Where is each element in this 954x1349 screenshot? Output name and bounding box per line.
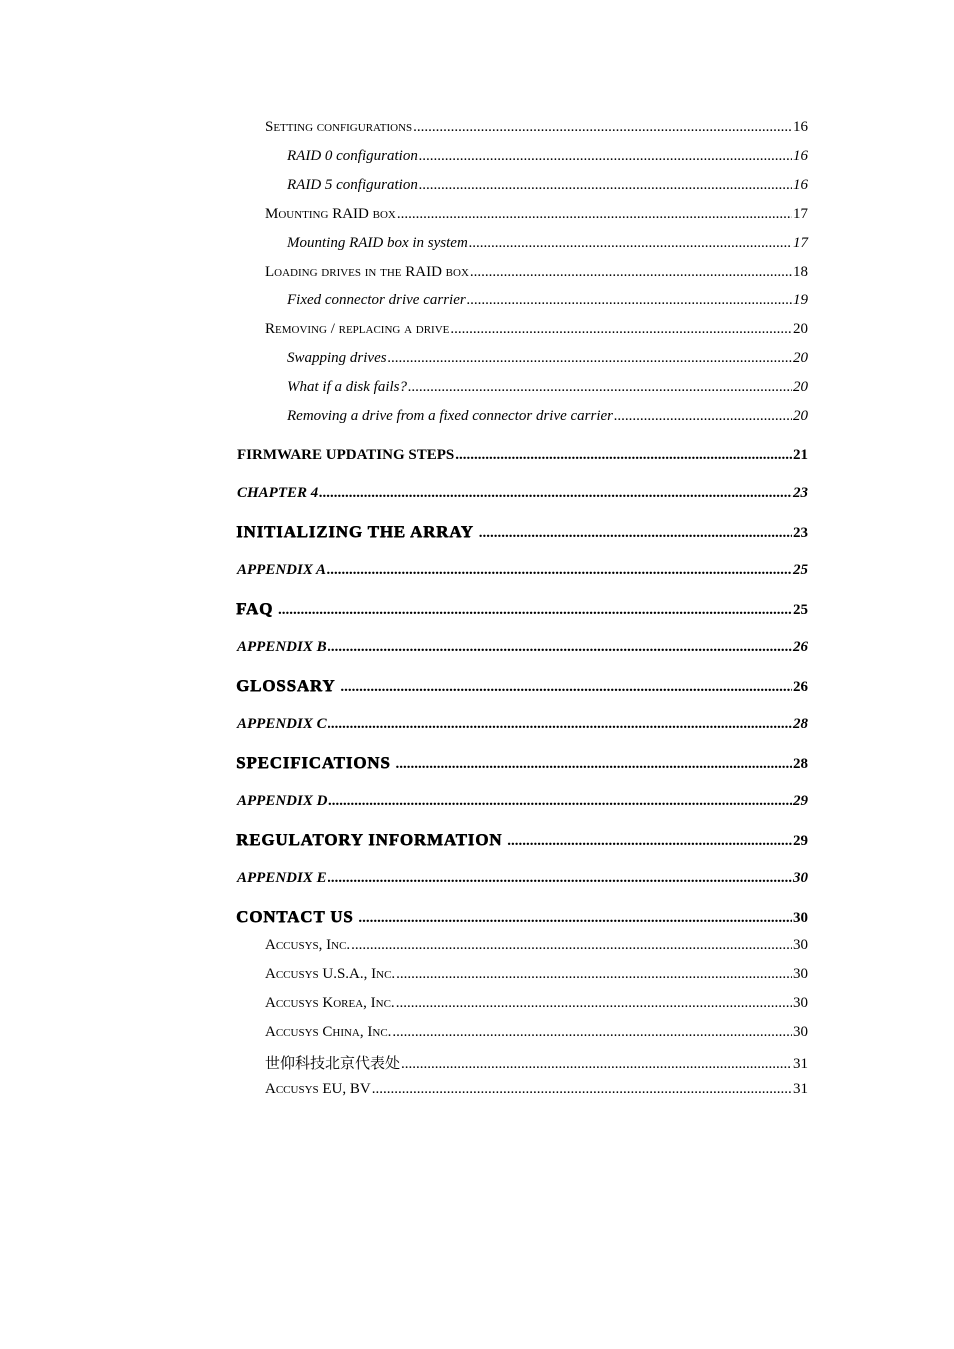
toc-leader-dots bbox=[614, 408, 792, 425]
toc-label: Accusys China, Inc. bbox=[265, 1024, 392, 1040]
toc-entry-swapping[interactable] bbox=[287, 350, 808, 367]
toc-page-number: 29 bbox=[793, 793, 808, 809]
toc-page-number: 17 bbox=[793, 206, 808, 222]
toc-entry-setting-configurations[interactable] bbox=[265, 119, 808, 136]
toc-label: APPENDIX A bbox=[237, 562, 327, 578]
toc-leader-dots bbox=[408, 379, 792, 396]
toc-label: FAQ bbox=[236, 599, 274, 618]
toc-leader-dots bbox=[469, 235, 792, 252]
toc-label: CHAPTER 4 bbox=[237, 485, 319, 501]
toc-page-number: 20 bbox=[793, 321, 808, 337]
toc-label: RAID 0 configuration bbox=[287, 148, 418, 164]
toc-entry-fixed-connector[interactable] bbox=[287, 292, 808, 309]
toc-label: What if a disk fails? bbox=[287, 379, 407, 395]
toc-label: Mounting RAID box bbox=[265, 206, 396, 222]
toc-label: SPECIFICATIONS bbox=[236, 753, 391, 772]
toc-entry-removing-replacing[interactable] bbox=[265, 321, 808, 338]
toc-entry-glossary[interactable] bbox=[236, 676, 808, 696]
toc-leader-dots bbox=[419, 148, 792, 165]
toc-entry-regulatory[interactable] bbox=[236, 830, 808, 850]
toc-leader-dots bbox=[392, 1024, 792, 1041]
toc-page-number: 30 bbox=[793, 995, 808, 1011]
toc-page-number: 31 bbox=[793, 1056, 808, 1072]
toc-label: INITIALIZING THE ARRAY bbox=[236, 522, 474, 541]
toc-page-number: 16 bbox=[793, 119, 808, 135]
toc-entry-initializing[interactable] bbox=[236, 522, 808, 542]
toc-page-number: 26 bbox=[793, 639, 808, 655]
toc-leader-dots bbox=[395, 756, 792, 773]
toc-page-number: 16 bbox=[793, 148, 808, 164]
toc-leader-dots bbox=[328, 793, 792, 810]
toc-leader-dots bbox=[396, 995, 792, 1012]
toc-page-number: 25 bbox=[793, 602, 808, 618]
toc-label: Accusys, Inc. bbox=[265, 937, 351, 953]
toc-page-number: 16 bbox=[793, 177, 808, 193]
toc-label: APPENDIX C bbox=[237, 716, 327, 732]
toc-label: Accusys U.S.A., Inc. bbox=[265, 966, 396, 982]
toc-page-number: 20 bbox=[793, 408, 808, 424]
toc-label: Accusys EU, BV bbox=[265, 1081, 371, 1097]
toc-leader-dots bbox=[328, 870, 792, 887]
toc-entry-specifications[interactable] bbox=[236, 753, 808, 773]
toc-label: FIRMWARE UPDATING STEPS bbox=[237, 447, 455, 463]
toc-label: APPENDIX E bbox=[237, 870, 327, 886]
toc-leader-dots bbox=[479, 525, 792, 542]
toc-page-number: 23 bbox=[793, 485, 808, 501]
toc-entry-beijing-office[interactable] bbox=[265, 1052, 808, 1073]
toc-entry-contact-us[interactable] bbox=[236, 907, 808, 927]
toc-entry-accusys-korea[interactable] bbox=[265, 995, 808, 1012]
toc-leader-dots bbox=[396, 966, 792, 983]
toc-page-number: 30 bbox=[793, 1024, 808, 1040]
toc-label: RAID 5 configuration bbox=[287, 177, 418, 193]
toc-leader-dots bbox=[397, 206, 792, 223]
toc-entry-appendix-d[interactable] bbox=[237, 793, 808, 810]
toc-entry-appendix-a[interactable] bbox=[237, 562, 808, 579]
toc-page-number: 20 bbox=[793, 350, 808, 366]
toc-leader-dots bbox=[340, 679, 792, 696]
toc-entry-faq[interactable] bbox=[236, 599, 808, 619]
toc-page-number: 26 bbox=[793, 679, 808, 695]
toc-leader-dots bbox=[507, 833, 792, 850]
toc-entry-chapter4[interactable] bbox=[237, 485, 808, 502]
toc-leader-dots bbox=[413, 119, 792, 136]
toc-label: APPENDIX D bbox=[237, 793, 328, 809]
toc-page-number: 29 bbox=[793, 833, 808, 849]
toc-label: Mounting RAID box in system bbox=[287, 235, 468, 251]
toc-page-number: 25 bbox=[793, 562, 808, 578]
toc-entry-mounting-raid-box[interactable] bbox=[265, 206, 808, 223]
toc-page-number: 30 bbox=[793, 937, 808, 953]
toc-page-number: 28 bbox=[793, 756, 808, 772]
toc-entry-appendix-e[interactable] bbox=[237, 870, 808, 887]
toc-label: Removing a drive from a fixed connector drive carrier bbox=[287, 408, 614, 424]
toc-page-number: 21 bbox=[793, 447, 808, 463]
toc-entry-mounting-in-system[interactable] bbox=[287, 235, 808, 252]
toc-page-number: 20 bbox=[793, 379, 808, 395]
toc-page-number: 28 bbox=[793, 716, 808, 732]
toc-label: GLOSSARY bbox=[236, 676, 336, 695]
toc-label: Removing / replacing a drive bbox=[265, 321, 450, 337]
toc-leader-dots bbox=[351, 937, 792, 954]
toc-page-number: 30 bbox=[793, 870, 808, 886]
toc-entry-accusys-inc[interactable] bbox=[265, 937, 808, 954]
toc-leader-dots bbox=[401, 1056, 792, 1073]
toc-leader-dots bbox=[388, 350, 792, 367]
toc-label: 世仰科技北京代表处 bbox=[265, 1054, 401, 1072]
toc-leader-dots bbox=[278, 602, 792, 619]
toc-entry-accusys-china[interactable] bbox=[265, 1024, 808, 1041]
toc-label: Accusys Korea, Inc. bbox=[265, 995, 395, 1011]
toc-page-number: 31 bbox=[793, 1081, 808, 1097]
toc-leader-dots bbox=[327, 562, 792, 579]
toc-entry-disk-fails[interactable] bbox=[287, 379, 808, 396]
toc-leader-dots bbox=[467, 292, 792, 309]
toc-page-number: 19 bbox=[793, 292, 808, 308]
toc-label: Loading drives in the RAID box bbox=[265, 264, 469, 280]
toc-entry-accusys-eu[interactable] bbox=[265, 1081, 808, 1098]
toc-leader-dots bbox=[319, 485, 792, 502]
toc-page-number: 23 bbox=[793, 525, 808, 541]
toc-leader-dots bbox=[470, 264, 792, 281]
toc-entry-loading-drives[interactable] bbox=[265, 264, 808, 281]
toc-label: CONTACT US bbox=[236, 907, 354, 926]
toc-label: REGULATORY INFORMATION bbox=[236, 830, 503, 849]
toc-page-number: 17 bbox=[793, 235, 808, 251]
toc-page-number: 18 bbox=[793, 264, 808, 280]
toc-label: Swapping drives bbox=[287, 350, 387, 366]
toc-leader-dots bbox=[372, 1081, 792, 1098]
toc-page-number: 30 bbox=[793, 910, 808, 926]
toc-leader-dots bbox=[328, 716, 792, 733]
toc-leader-dots bbox=[358, 910, 792, 927]
toc-entry-appendix-c[interactable] bbox=[237, 716, 808, 733]
toc-entry-accusys-usa[interactable] bbox=[265, 966, 808, 983]
toc-leader-dots bbox=[328, 639, 792, 656]
toc-entry-firmware[interactable] bbox=[237, 447, 808, 464]
toc-leader-dots bbox=[450, 321, 792, 338]
toc-label: Fixed connector drive carrier bbox=[287, 292, 466, 308]
toc-entry-removing-from-carrier[interactable] bbox=[287, 408, 808, 425]
toc-entry-raid0[interactable] bbox=[287, 148, 808, 165]
toc-leader-dots bbox=[419, 177, 792, 194]
toc-leader-dots bbox=[455, 447, 792, 464]
toc-label: Setting configurations bbox=[265, 119, 413, 135]
toc-entry-appendix-b[interactable] bbox=[237, 639, 808, 656]
toc-label: APPENDIX B bbox=[237, 639, 327, 655]
toc-page-number: 30 bbox=[793, 966, 808, 982]
toc-entry-raid5[interactable] bbox=[287, 177, 808, 194]
